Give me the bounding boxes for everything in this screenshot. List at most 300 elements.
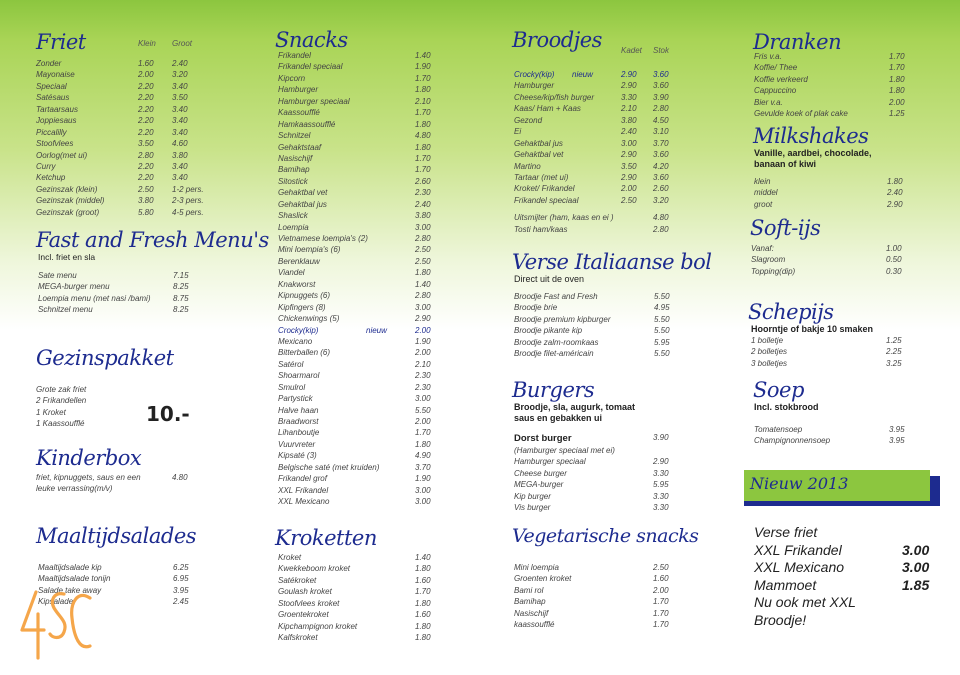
fastfresh-item xyxy=(38,270,236,281)
dranken-item-price: 1.25 xyxy=(889,109,905,119)
snacks-item xyxy=(278,462,445,473)
vega-item xyxy=(514,619,682,630)
broodjes-item-price-large: 3.70 xyxy=(653,138,669,148)
snacks-item-price: 3.00 xyxy=(415,222,431,232)
kroketten-item-price: 1.80 xyxy=(415,598,431,608)
kroketten-item-price: 1.70 xyxy=(415,587,431,597)
friet-item-name: Speciaal xyxy=(36,81,67,91)
snacks-item-name: Bitterballen (6) xyxy=(278,348,331,358)
snacks-item xyxy=(278,164,445,175)
italiaanse-subtitle: Direct uit de oven xyxy=(514,274,585,284)
logo-mark xyxy=(16,584,92,664)
milkshakes-list xyxy=(754,176,913,210)
friet-item-price-large: 2-3 pers. xyxy=(172,196,204,206)
friet-item xyxy=(36,150,236,161)
soep-title: Soep xyxy=(753,378,804,402)
snacks-item xyxy=(278,187,445,198)
snacks-item-price: 1.80 xyxy=(415,439,431,449)
gezinspakket-line: Grote zak friet xyxy=(36,385,87,394)
soep-item-name: Tomatensoep xyxy=(754,425,803,434)
vega-item-name: kaassoufflé xyxy=(514,620,555,630)
kroketten-title: Kroketten xyxy=(275,526,377,550)
friet-item-price: 2.20 xyxy=(138,161,154,171)
schepijs-title: Schepijs xyxy=(748,300,834,324)
milkshakes-item-price: 2.40 xyxy=(887,188,903,198)
friet-item xyxy=(36,104,236,115)
snacks-item xyxy=(278,199,445,210)
snacks-item xyxy=(278,325,445,336)
broodjes-item-name: Cheese/kip/fish burger xyxy=(514,92,595,102)
broodjes-item-name: Gehaktbal jus xyxy=(514,138,563,148)
vega-section xyxy=(512,524,699,631)
burgers-item xyxy=(514,456,682,467)
kroketten-section xyxy=(275,526,445,644)
dranken-item xyxy=(754,85,913,96)
soep-subtitle: Incl. stokbrood xyxy=(754,402,819,412)
dranken-item-price: 1.70 xyxy=(889,63,905,73)
snacks-item xyxy=(278,336,445,347)
friet-item-name: Gezinszak (middel) xyxy=(36,196,105,206)
snacks-item-name: Gehaktstaaf xyxy=(278,142,322,152)
schepijs-item-name: 3 bolletjes xyxy=(751,358,788,368)
broodjes-item xyxy=(514,195,682,206)
kroketten-item xyxy=(278,598,445,609)
softijs-list xyxy=(751,243,910,277)
kroketten-item xyxy=(278,609,445,620)
broodjes-item-price: 3.80 xyxy=(621,115,637,125)
softijs-item xyxy=(751,266,910,277)
dranken-section xyxy=(753,30,913,120)
fastfresh-section xyxy=(36,228,269,316)
broodjes-header-kadet: Kadet xyxy=(621,46,642,55)
dranken-item-name: Bier v.a. xyxy=(754,97,783,107)
nieuw-banner xyxy=(744,470,940,506)
fastfresh-item-price: 8.25 xyxy=(173,282,189,292)
burgers-item xyxy=(514,468,682,479)
snacks-item xyxy=(278,450,445,461)
nieuw-item-name: XXL Mexicano xyxy=(754,559,845,575)
snacks-item xyxy=(278,290,445,301)
schepijs-section xyxy=(748,300,908,369)
snacks-item xyxy=(278,370,445,381)
kinderbox-price: 4.80 xyxy=(172,473,188,482)
broodjes-item xyxy=(514,80,682,91)
snacks-item-price: 1.70 xyxy=(415,153,431,163)
dranken-item-price: 1.70 xyxy=(889,52,905,61)
kroketten-list xyxy=(278,552,445,644)
burgers-list xyxy=(514,456,682,513)
gezinspakket-title: Gezinspakket xyxy=(36,346,174,370)
snacks-item-price: 2.00 xyxy=(415,325,431,335)
burgers-item-price: 3.30 xyxy=(653,503,669,513)
friet-item-price: 2.20 xyxy=(138,116,154,126)
snacks-item-price: 1.70 xyxy=(415,108,431,118)
snacks-item-price: 2.40 xyxy=(415,199,431,209)
broodjes-item-price: 2.90 xyxy=(621,70,637,79)
friet-item-price-large: 4-5 pers. xyxy=(172,207,204,217)
vega-item xyxy=(514,608,682,619)
italiaanse-item-name: Broodje filet-américain xyxy=(514,349,594,359)
vega-item xyxy=(514,596,682,607)
italiaanse-item-name: Broodje brie xyxy=(514,303,558,313)
friet-item-price-large: 3.50 xyxy=(172,93,188,103)
snacks-item-price: 1.80 xyxy=(415,268,431,278)
broodjes-item-price: 2.00 xyxy=(621,184,637,194)
friet-item-price-large: 3.20 xyxy=(172,70,188,80)
vega-item-name: Nasischijf xyxy=(514,608,549,618)
vega-item xyxy=(514,585,682,596)
maaltijdsalades-item-name: Salade take away xyxy=(38,585,102,595)
schepijs-item-price: 3.25 xyxy=(886,358,902,368)
kroketten-item-price: 1.80 xyxy=(415,621,431,631)
snacks-item xyxy=(278,153,445,164)
burgers-section xyxy=(512,378,682,514)
dranken-item xyxy=(754,74,913,85)
broodjes-item xyxy=(514,103,682,114)
italiaanse-title: Verse Italiaanse bol xyxy=(512,250,712,274)
soep-item xyxy=(754,424,913,435)
italiaanse-item-price: 5.50 xyxy=(654,314,670,324)
maaltijdsalades-item-name: Kipsalade xyxy=(38,597,74,607)
snacks-item-name: Kipfingers (8) xyxy=(278,302,326,312)
dranken-title: Dranken xyxy=(753,30,842,54)
italiaanse-item-name: Broodje Fast and Fresh xyxy=(514,292,598,301)
soep-section xyxy=(753,378,913,447)
fastfresh-item xyxy=(38,293,236,304)
friet-item-name: Piccalilly xyxy=(36,127,67,137)
snacks-item-name: Belgische saté (met kruiden) xyxy=(278,462,380,472)
friet-item-price: 2.20 xyxy=(138,81,154,91)
kroketten-item-name: Kwekkeboom kroket xyxy=(278,564,351,574)
snacks-item-name: Halve haan xyxy=(278,405,319,415)
gezinspakket-line: 1 Kaassoufflé xyxy=(36,419,85,429)
nieuw-item-price: 1.85 xyxy=(902,576,930,593)
friet-item-price-large: 3.40 xyxy=(172,116,188,126)
friet-item xyxy=(36,184,236,195)
kinderbox-title: Kinderbox xyxy=(36,446,142,470)
broodjes-extra-list xyxy=(514,212,682,235)
broodjes-item-price: 2.90 xyxy=(621,81,637,91)
italiaanse-item xyxy=(514,325,682,336)
italiaanse-item xyxy=(514,314,682,325)
italiaanse-item-price: 5.95 xyxy=(654,337,670,347)
dranken-item xyxy=(754,108,913,119)
gezinspakket-price: 10.- xyxy=(146,402,190,426)
snacks-item-price: 2.90 xyxy=(415,314,431,324)
soep-item-name: Champignonnensoep xyxy=(754,436,831,446)
softijs-title: Soft-ijs xyxy=(750,216,821,240)
broodjes-extra-item-price-large: 4.80 xyxy=(653,213,669,223)
gezinspakket-line: 2 Frikandellen xyxy=(36,396,87,406)
nieuw-item-name: Verse friet xyxy=(754,524,818,540)
dranken-item-price: 2.00 xyxy=(889,97,905,107)
snacks-item-price: 2.30 xyxy=(415,371,431,381)
snacks-item xyxy=(278,73,445,84)
snacks-item-price: 3.00 xyxy=(415,302,431,312)
snacks-item xyxy=(278,496,445,507)
friet-item-price: 3.80 xyxy=(138,196,154,206)
snacks-item-price: 3.00 xyxy=(415,497,431,507)
maaltijdsalades-item-name: Maaltijdsalade tonijn xyxy=(38,574,111,584)
broodjes-item-price-large: 3.90 xyxy=(653,92,669,102)
gezinspakket-list xyxy=(36,384,236,430)
broodjes-item xyxy=(514,183,682,194)
fastfresh-item-price: 8.25 xyxy=(173,305,189,315)
dranken-item xyxy=(754,97,913,108)
burgers-item-price: 5.95 xyxy=(653,480,669,490)
snacks-item-price: 4.80 xyxy=(415,131,431,141)
snacks-item-name: Crocky(kip) xyxy=(278,325,319,335)
softijs-item xyxy=(751,254,910,265)
friet-header-groot: Groot xyxy=(172,39,193,48)
friet-item-price: 2.20 xyxy=(138,173,154,183)
snacks-item-price: 2.80 xyxy=(415,234,431,243)
broodjes-item xyxy=(514,92,682,103)
snacks-item-price: 2.10 xyxy=(415,96,431,106)
broodjes-item-price: 2.10 xyxy=(621,104,637,114)
broodjes-item-price: 2.40 xyxy=(621,127,637,137)
snacks-item xyxy=(278,142,445,153)
snacks-item xyxy=(278,359,445,370)
snacks-item-name: Hamburger xyxy=(278,85,319,95)
vega-item-price: 1.70 xyxy=(653,597,669,607)
friet-item-name: Mayonaise xyxy=(36,70,75,80)
schepijs-item-price: 1.25 xyxy=(886,336,902,345)
friet-header-klein: Klein xyxy=(138,39,156,48)
kinderbox-desc-line: friet, kipnuggets, saus en een 4.80 xyxy=(36,473,188,482)
friet-item-name: Oorlog(met ui) xyxy=(36,150,88,160)
snacks-item-price: 2.60 xyxy=(415,176,431,186)
broodjes-item-price: 3.00 xyxy=(621,138,637,148)
nieuw-item xyxy=(754,594,944,612)
milkshakes-item-name: middel xyxy=(754,188,778,198)
snacks-title: Snacks xyxy=(275,28,348,52)
snacks-item-price: 1.70 xyxy=(415,428,431,438)
friet-item-name: Gezinszak (groot) xyxy=(36,207,100,217)
friet-item-price-large: 4.60 xyxy=(172,139,188,149)
friet-item-price-large: 2.40 xyxy=(172,59,188,68)
broodjes-item-price-large: 3.60 xyxy=(653,70,669,79)
italiaanse-item-name: Broodje premium kipburger xyxy=(514,314,611,324)
burgers-item-name: Hamburger speciaal xyxy=(514,457,586,467)
burgers-subtitle-2: saus en gebakken ui xyxy=(514,413,603,423)
snacks-item-price: 1.70 xyxy=(415,165,431,175)
snacks-item xyxy=(278,244,445,255)
soep-item-price: 3.95 xyxy=(889,436,905,446)
nieuw-list xyxy=(754,524,944,629)
maaltijdsalades-item-name: Maaltijdsalade kip xyxy=(38,563,102,572)
brand-logo xyxy=(16,584,92,664)
snacks-item-price: 2.80 xyxy=(415,291,431,301)
snacks-item-name: XXL Mexicano xyxy=(278,497,330,507)
friet-item-name: Joppiesaus xyxy=(36,116,77,126)
kinderbox-desc xyxy=(36,472,236,495)
friet-item xyxy=(36,161,236,172)
kroketten-item-price: 1.60 xyxy=(415,610,431,620)
broodjes-header-stok: Stok xyxy=(653,46,670,55)
broodjes-item-name: Hamburger xyxy=(514,81,555,91)
snacks-item-name: Satérol xyxy=(278,359,304,369)
milkshakes-subtitle-2: banaan of kiwi xyxy=(754,159,817,169)
broodjes-extra-item xyxy=(514,224,682,235)
italiaanse-item-price: 5.50 xyxy=(654,292,670,301)
snacks-new-tag: nieuw xyxy=(366,325,387,335)
vega-item-price: 1.70 xyxy=(653,620,669,630)
nieuw-item-name: XXL Frikandel xyxy=(754,541,842,558)
burgers-item xyxy=(514,491,682,502)
broodjes-item xyxy=(514,126,682,137)
kroketten-item-price: 1.80 xyxy=(415,633,431,643)
nieuw-title: Nieuw 2013 xyxy=(750,474,849,493)
soep-item xyxy=(754,435,913,446)
friet-item-price-large: 3.40 xyxy=(172,127,188,137)
friet-item-name: Satésaus xyxy=(36,93,70,103)
dranken-item-price: 1.80 xyxy=(889,74,905,84)
snacks-item-name: Frikandel speciaal xyxy=(278,62,343,72)
dranken-item xyxy=(754,51,913,62)
snacks-item-price: 3.70 xyxy=(415,462,431,472)
snacks-item-name: Nasischijf xyxy=(278,153,313,163)
broodjes-extra-item-price-large: 2.80 xyxy=(653,224,669,234)
friet-list xyxy=(36,58,236,218)
friet-item-price: 2.00 xyxy=(138,70,154,80)
italiaanse-item xyxy=(514,348,682,359)
italiaanse-item xyxy=(514,302,682,313)
snacks-item-name: Viandel xyxy=(278,268,305,278)
dranken-item-name: Gevulde koek of plak cake xyxy=(754,109,848,119)
kroketten-item-name: Goulash kroket xyxy=(278,587,332,597)
snacks-item xyxy=(278,61,445,72)
broodjes-item-price: 3.50 xyxy=(621,161,637,171)
nieuw-item-name: Nu ook met XXL xyxy=(754,594,856,610)
snacks-item-price: 5.50 xyxy=(415,405,431,415)
burgers-item xyxy=(514,502,682,513)
maaltijdsalades-item-price: 6.25 xyxy=(173,563,189,572)
friet-item xyxy=(36,69,236,80)
nieuw-item xyxy=(754,577,944,595)
friet-item-price: 2.80 xyxy=(138,150,154,160)
friet-item-name: Gezinszak (klein) xyxy=(36,184,98,194)
snacks-item-name: Gehaktbal vet xyxy=(278,188,328,198)
friet-item-name: Zonder xyxy=(36,59,62,68)
snacks-item xyxy=(278,210,445,221)
broodjes-item-name: Gehaktbal vet xyxy=(514,150,564,160)
burgers-item-price: 3.30 xyxy=(653,468,669,478)
snacks-item-name: Vuurvreter xyxy=(278,439,316,449)
gezinspakket-section xyxy=(36,346,236,430)
fastfresh-item xyxy=(38,281,236,292)
snacks-item xyxy=(278,302,445,313)
fastfresh-subtitle: Incl. friet en sla xyxy=(38,252,96,262)
snacks-item xyxy=(278,393,445,404)
nieuw-item xyxy=(754,542,944,560)
nieuw-item-name: Mammoet xyxy=(754,576,817,593)
milkshakes-item-name: groot xyxy=(754,199,773,209)
fastfresh-item-name: Loempia menu (met nasi /bami) xyxy=(38,293,151,303)
vega-title: Vegetarische snacks xyxy=(512,525,699,547)
snacks-item xyxy=(278,279,445,290)
snacks-item xyxy=(278,96,445,107)
dranken-item-name: Fris v.a. xyxy=(754,52,782,61)
snacks-item-price: 4.90 xyxy=(415,451,431,461)
snacks-item-price: 2.30 xyxy=(415,382,431,392)
broodjes-new-tag: nieuw xyxy=(572,70,593,79)
friet-item-price-large: 1-2 pers. xyxy=(172,184,204,194)
broodjes-item-price: 2.90 xyxy=(621,172,637,182)
snacks-item-name: Frikandel grof xyxy=(278,474,327,484)
burgers-item-price: 3.30 xyxy=(653,491,669,501)
italiaanse-item-price: 4.95 xyxy=(654,303,670,313)
softijs-section xyxy=(750,216,910,277)
schepijs-subtitle: Hoorntje of bakje 10 smaken xyxy=(751,324,874,334)
friet-item-price: 2.20 xyxy=(138,104,154,114)
milkshakes-section xyxy=(753,124,913,210)
broodjes-list xyxy=(514,69,682,206)
broodjes-extra-item-name: Uitsmijter (ham, kaas en ei ) xyxy=(514,213,614,223)
friet-item-price: 1.60 xyxy=(138,59,154,68)
snacks-item-name: Chickenwings (5) xyxy=(278,314,340,324)
burgers-item-name: Kip burger xyxy=(514,491,551,501)
kroketten-item-name: Kroket xyxy=(278,553,302,562)
friet-item-price: 2.50 xyxy=(138,184,154,194)
snacks-item xyxy=(278,233,445,244)
snacks-list xyxy=(278,50,445,508)
snacks-item-price: 3.00 xyxy=(415,485,431,495)
softijs-item-name: Topping(dip) xyxy=(751,266,796,276)
softijs-item xyxy=(751,243,910,254)
broodjes-item-price: 3.30 xyxy=(621,92,637,102)
vega-item xyxy=(514,562,682,573)
friet-item xyxy=(36,138,236,149)
snacks-item-name: Partystick xyxy=(278,394,313,404)
milkshakes-item xyxy=(754,199,913,210)
nieuw-item-price: 3.00 xyxy=(902,541,930,558)
snacks-item-price: 2.00 xyxy=(415,348,431,358)
dorst-burger-price: 3.90 xyxy=(653,433,669,442)
snacks-item xyxy=(278,50,445,61)
snacks-item-price: 1.90 xyxy=(415,336,431,346)
broodjes-item-price-large: 3.60 xyxy=(653,150,669,160)
fastfresh-item-price: 8.75 xyxy=(173,293,189,303)
burgers-subtitle-1: Broodje, sla, augurk, tomaat xyxy=(514,402,636,412)
broodjes-item-name: Gezond xyxy=(514,115,543,125)
snacks-item-price: 1.80 xyxy=(415,142,431,152)
friet-item xyxy=(36,172,236,183)
snacks-item-name: Bamihap xyxy=(278,165,310,175)
nieuw-item xyxy=(754,524,944,542)
friet-item xyxy=(36,195,236,206)
broodjes-item-price-large: 4.50 xyxy=(653,115,669,125)
broodjes-item xyxy=(514,69,682,80)
softijs-item-price: 0.50 xyxy=(886,255,902,265)
snacks-item xyxy=(278,130,445,141)
friet-item-price: 2.20 xyxy=(138,127,154,137)
kroketten-item xyxy=(278,575,445,586)
milkshakes-title: Milkshakes xyxy=(753,124,869,148)
vega-item-price: 2.00 xyxy=(653,585,669,595)
snacks-item-price: 2.00 xyxy=(415,417,431,426)
snacks-item-price: 3.00 xyxy=(415,394,431,404)
fastfresh-item xyxy=(38,304,236,315)
snacks-item xyxy=(278,485,445,496)
snacks-item xyxy=(278,222,445,233)
vega-list xyxy=(514,562,682,631)
kroketten-item xyxy=(278,621,445,632)
maaltijdsalades-title: Maaltijdsalades xyxy=(36,524,197,548)
broodjes-item xyxy=(514,172,682,183)
snacks-item-name: Kaassoufflé xyxy=(278,108,320,118)
burgers-title: Burgers xyxy=(512,378,595,402)
